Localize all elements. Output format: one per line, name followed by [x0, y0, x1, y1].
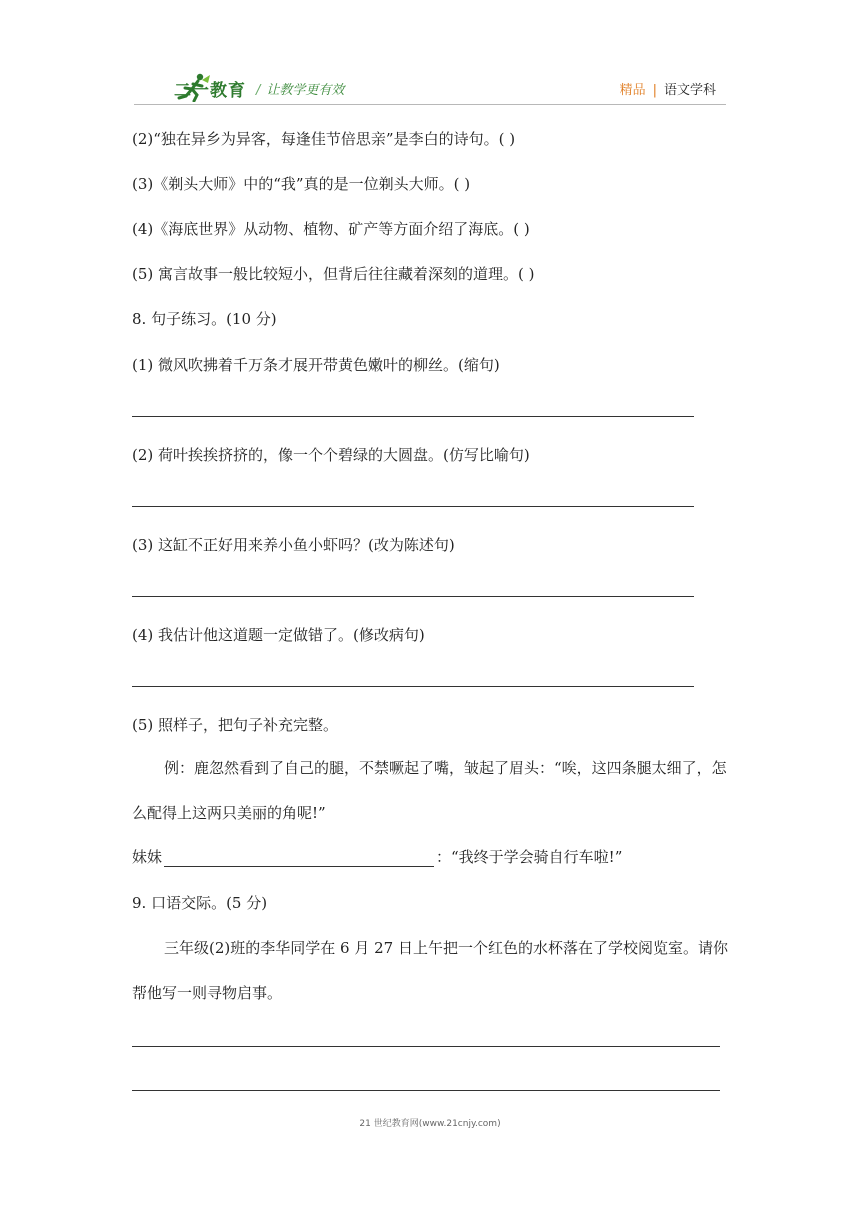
- answer-line[interactable]: [132, 1090, 720, 1091]
- q8-example: 例：鹿忽然看到了自己的腿，不禁噘起了嘴，皱起了眉头：“唉，这四条腿太细了，怎么配得上这两只美丽的角呢!”: [132, 759, 727, 822]
- q9-body: 三年级(2)班的李华同学在 6 月 27 日上午把一个红色的水杯落在了学校阅览室。请你帮他写一则寻物启事。: [132, 939, 728, 1002]
- q8-item-5: (5) 照样子，把句子补充完整。: [132, 716, 339, 734]
- q8-item-3: (3) 这缸不正好用来养小鱼小虾吗？(改为陈述句): [132, 536, 455, 554]
- jingpin-label: 精品: [619, 83, 646, 98]
- q8-title: 8. 句子练习。(10 分): [132, 310, 277, 328]
- answer-line[interactable]: [132, 596, 694, 597]
- answer-line[interactable]: [132, 1046, 720, 1047]
- answer-line[interactable]: [132, 506, 694, 507]
- q9-title: 9. 口语交际。(5 分): [132, 894, 268, 912]
- q8-item-4: (4) 我估计他这道题一定做错了。(修改病句): [132, 626, 425, 644]
- slogan: / 让教学更有效: [256, 83, 345, 98]
- q8-item-1: (1) 微风吹拂着千万条才展开带黄色嫩叶的柳丝。(缩句): [132, 356, 500, 374]
- answer-line[interactable]: [132, 686, 694, 687]
- brand-name: 二一教育: [174, 81, 246, 101]
- page-footer: 21 世纪教育网(www.21cnjy.com): [359, 1119, 501, 1129]
- judgment-2: (2)“独在异乡为异客，每逢佳节倍思亲”是李白的诗句。( ): [132, 130, 516, 148]
- q8-fill-sentence: 妹妹 ：“我终于学会骑自行车啦!”: [132, 848, 623, 866]
- subject-label: 语文学科: [663, 83, 716, 98]
- judgment-4: (4)《海底世界》从动物、植物、矿产等方面介绍了海底。( ): [132, 220, 530, 238]
- judgment-5: (5) 寓言故事一般比较短小，但背后往往藏着深刻的道理。( ): [132, 265, 535, 283]
- header-rule: [134, 104, 726, 105]
- judgment-3: (3)《剃头大师》中的“我”真的是一位剃头大师。( ): [132, 175, 471, 193]
- answer-line[interactable]: [132, 416, 694, 417]
- fill-blank[interactable]: [164, 850, 434, 867]
- header-right: 精品 | 语文学科: [619, 83, 716, 98]
- q8-item-2: (2) 荷叶挨挨挤挤的，像一个个碧绿的大圆盘。(仿写比喻句): [132, 446, 530, 464]
- page-header: [134, 70, 726, 106]
